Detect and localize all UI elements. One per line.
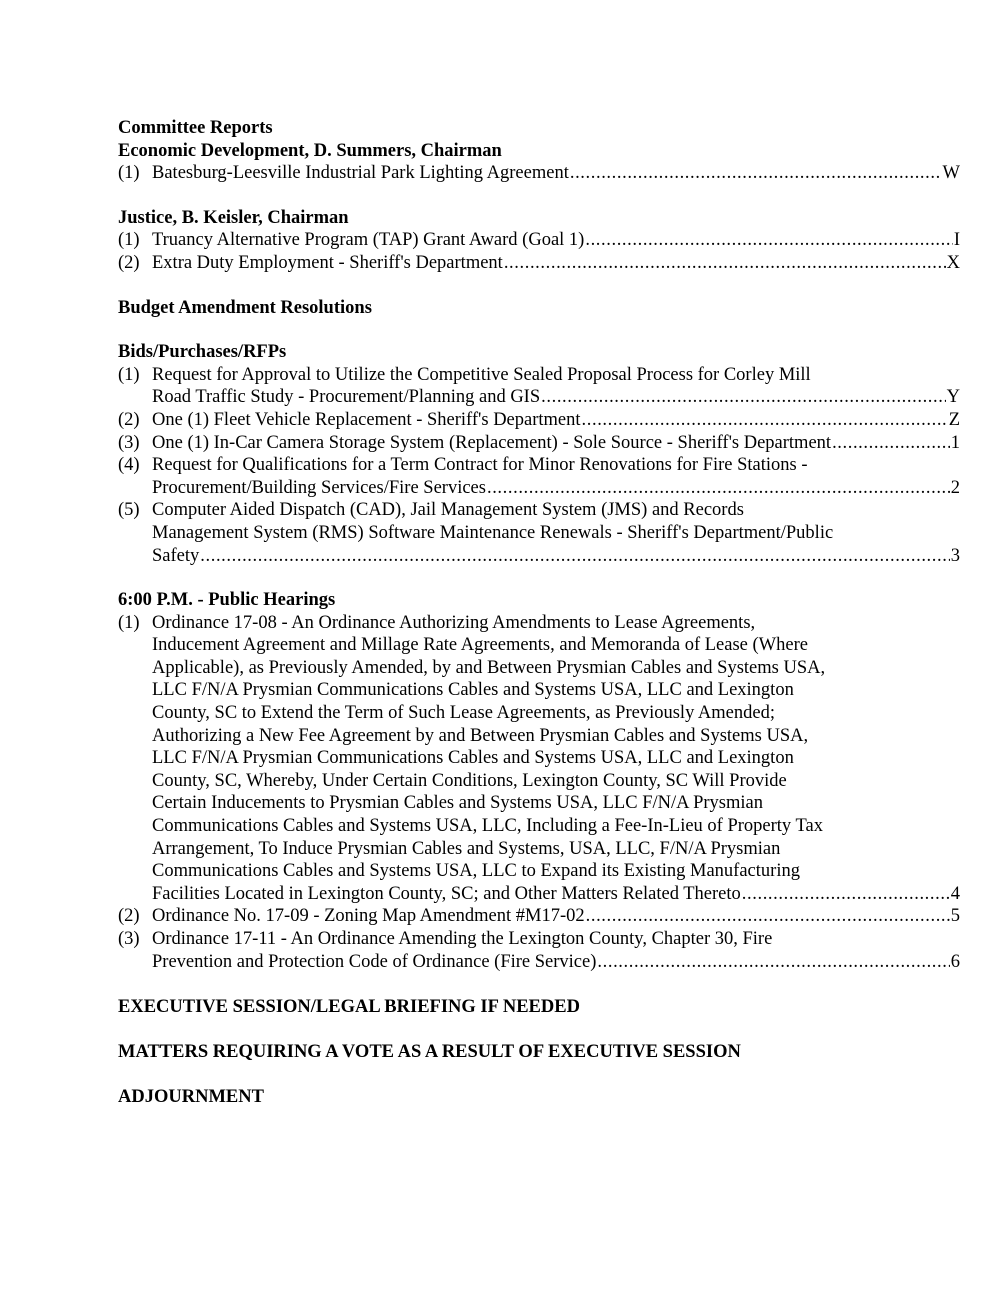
dot-leader	[504, 252, 946, 275]
agenda-item-text-line: One (1) Fleet Vehicle Replacement - Sheriff's Department	[152, 409, 581, 430]
agenda-item-reference: 5	[950, 906, 960, 927]
agenda-item-number: (1)	[118, 612, 140, 633]
agenda-item-number: (1)	[118, 364, 140, 385]
agenda-item-text-line: Communications Cables and Systems USA, LLC, Including a Fee-In-Lieu of Property Tax	[152, 816, 823, 837]
justice-list	[118, 229, 960, 274]
agenda-item-text-line: Request for Approval to Utilize the Competitive Sealed Proposal Process for Corley Mill	[152, 364, 811, 385]
agenda-item-reference: 1	[950, 432, 960, 453]
bids-list	[118, 364, 960, 567]
agenda-item-text-line: Ordinance 17-08 - An Ordinance Authorizing Amendments to Lease Agreements,	[152, 612, 756, 633]
committee-reports-heading: Committee Reports	[118, 118, 273, 138]
dot-leader	[586, 905, 950, 928]
agenda-item-number: (1)	[118, 230, 140, 251]
agenda-item-last-line	[152, 162, 960, 185]
bids-heading: Bids/Purchases/RFPs	[118, 342, 287, 363]
dot-leader	[487, 477, 950, 500]
dot-leader	[570, 162, 942, 185]
agenda-item-reference: I	[953, 230, 960, 251]
economic-development-heading: Economic Development, D. Summers, Chairman	[118, 140, 502, 161]
public-hearings-heading: 6:00 P.M. - Public Hearings	[118, 590, 336, 611]
agenda-item-number: (3)	[118, 432, 140, 453]
agenda-item-reference: 2	[950, 477, 960, 498]
agenda-item-text-line: Ordinance 17-11 - An Ordinance Amending the Lexington County, Chapter 30, Fire	[152, 929, 773, 949]
agenda-item-text-line: Authorizing a New Fee Agreement by and Between Prysmian Cables and Systems USA,	[152, 725, 809, 746]
agenda-item-reference: 3	[950, 545, 960, 566]
agenda-item-body	[152, 162, 960, 185]
agenda-item-text-line: Truancy Alternative Program (TAP) Grant Award (Goal 1)	[152, 230, 585, 251]
dot-leader	[582, 409, 948, 432]
dot-leader	[832, 432, 950, 455]
agenda-item-text-line: LLC F/N/A Prysmian Communications Cables and Systems USA, LLC and Lexington	[152, 680, 794, 701]
economic-development-list	[118, 162, 960, 185]
agenda-item-last-line	[152, 229, 960, 252]
dot-leader	[541, 386, 945, 409]
agenda-item-reference: 6	[950, 951, 960, 972]
agenda-item-text-line: One (1) In-Car Camera Storage System (Replacement) - Sole Source - Sheriff's Department	[152, 432, 832, 453]
agenda-item-number: (4)	[118, 455, 140, 476]
agenda-item-text-line: Batesburg-Leesville Industrial Park Lighting Agreement	[152, 163, 569, 184]
agenda-item-last-line	[152, 409, 960, 432]
agenda-item-number: (2)	[118, 252, 140, 273]
agenda-item	[118, 612, 960, 906]
agenda-item	[118, 252, 960, 275]
agenda-item-last-line	[152, 545, 960, 568]
agenda-item	[118, 364, 960, 409]
agenda-item-text-line: Certain Inducements to Prysmian Cables and Systems USA, LLC F/N/A Prysmian	[152, 793, 763, 814]
agenda-item-body	[152, 409, 960, 432]
agenda-item-text-line: County, SC to Extend the Term of Such Lease Agreements, as Previously Amended;	[152, 703, 775, 724]
agenda-item-text-line: Request for Qualifications for a Term Contract for Minor Renovations for Fire Stations -	[152, 455, 808, 476]
agenda-item-last-line	[152, 252, 960, 275]
agenda-item-reference: W	[942, 163, 960, 184]
agenda-item-reference: Y	[946, 387, 960, 408]
agenda-item-text-line: Facilities Located in Lexington County, SC; and Other Matters Related Thereto	[152, 883, 741, 904]
agenda-item-text-line: Management System (RMS) Software Maintenance Renewals - Sheriff's Department/Public	[152, 522, 834, 543]
agenda-item-number: (5)	[118, 500, 140, 521]
executive-session-heading: EXECUTIVE SESSION/LEGAL BRIEFING IF NEEDED	[118, 996, 580, 1017]
justice-heading: Justice, B. Keisler, Chairman	[118, 207, 349, 228]
agenda-item	[118, 432, 960, 455]
budget-amendment-heading: Budget Amendment Resolutions	[118, 297, 372, 318]
agenda-item-text-line: Road Traffic Study - Procurement/Planning and GIS	[152, 387, 541, 408]
agenda-item-text-line: Computer Aided Dispatch (CAD), Jail Management System (JMS) and Records	[152, 500, 744, 521]
agenda-item-last-line	[152, 432, 960, 455]
agenda-item-number: (2)	[118, 409, 140, 430]
agenda-item	[118, 905, 960, 928]
agenda-item	[118, 409, 960, 432]
agenda-item-body	[152, 364, 960, 409]
agenda-item-last-line	[152, 883, 960, 906]
agenda-item-text-line: Inducement Agreement and Millage Rate Agreements, and Memoranda of Lease (Where	[152, 635, 808, 656]
agenda-item-text-line: LLC F/N/A Prysmian Communications Cables and Systems USA, LLC and Lexington	[152, 748, 794, 769]
dot-leader	[585, 229, 952, 252]
agenda-item-text-line: County, SC, Whereby, Under Certain Conditions, Lexington County, SC Will Provide	[152, 770, 787, 791]
agenda-item	[118, 229, 960, 252]
agenda-item-text-line: Prevention and Protection Code of Ordinance (Fire Service)	[152, 951, 597, 972]
agenda-item	[118, 454, 960, 499]
agenda-item-body	[152, 499, 960, 567]
dot-leader	[742, 883, 950, 906]
agenda-item-body	[152, 612, 960, 906]
agenda-item	[118, 162, 960, 185]
agenda-item-text-line: Ordinance No. 17-09 - Zoning Map Amendment #M17-02	[152, 906, 585, 927]
agenda-item-number: (2)	[118, 906, 140, 927]
agenda-item-text-line: Extra Duty Employment - Sheriff's Department	[152, 252, 503, 273]
agenda-item-body	[152, 454, 960, 499]
agenda-item-body	[152, 928, 960, 973]
public-hearings-list	[118, 612, 960, 974]
agenda-item-text-line: Communications Cables and Systems USA, LLC to Expand its Existing Manufacturing	[152, 861, 800, 882]
agenda-item-reference: X	[946, 252, 960, 273]
agenda-page	[118, 117, 960, 1108]
agenda-item	[118, 928, 960, 973]
agenda-item	[118, 499, 960, 567]
agenda-item-text-line: Applicable), as Previously Amended, by and Between Prysmian Cables and Systems USA,	[152, 657, 826, 678]
agenda-item-text-line: Arrangement, To Induce Prysmian Cables and Systems, USA, LLC, F/N/A Prysmian	[152, 838, 781, 859]
agenda-item-text-line: Procurement/Building Services/Fire Services	[152, 477, 486, 498]
agenda-item-body	[152, 229, 960, 252]
agenda-item-body	[152, 252, 960, 275]
agenda-item-last-line	[152, 477, 960, 500]
agenda-item-number: (3)	[118, 929, 140, 949]
agenda-item-reference: Z	[948, 409, 960, 430]
agenda-item-text-line: Safety	[152, 545, 200, 566]
agenda-item-last-line	[152, 386, 960, 409]
agenda-item-body	[152, 432, 960, 455]
dot-leader	[597, 951, 949, 974]
agenda-item-number: (1)	[118, 163, 140, 184]
agenda-item-last-line	[152, 951, 960, 974]
agenda-item-body	[152, 905, 960, 928]
agenda-item-last-line	[152, 905, 960, 928]
agenda-item-reference: 4	[950, 883, 960, 904]
dot-leader	[200, 545, 949, 568]
matters-vote-heading: MATTERS REQUIRING A VOTE AS A RESULT OF EXECUTIVE SESSION	[118, 1041, 741, 1062]
adjournment-heading: ADJOURNMENT	[118, 1086, 264, 1107]
